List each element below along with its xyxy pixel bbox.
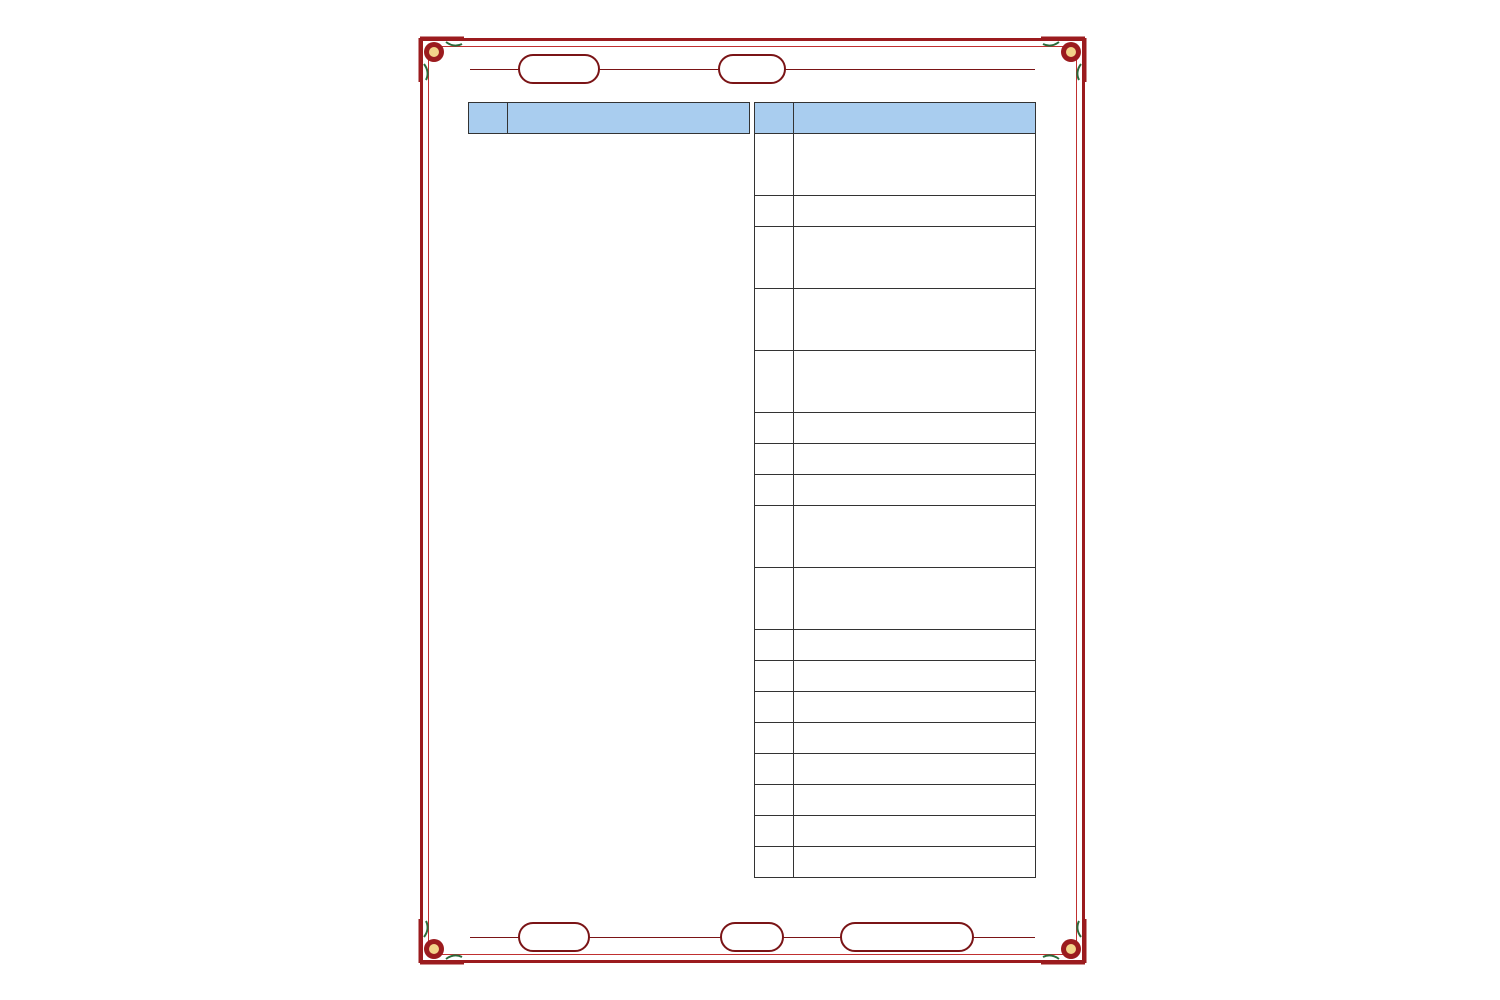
column-gap	[750, 816, 755, 847]
column-gap	[750, 134, 755, 165]
table-row	[469, 227, 1036, 258]
table-row	[469, 134, 1036, 165]
column-gap	[750, 599, 755, 630]
column-gap	[750, 847, 755, 878]
entry-title	[794, 723, 1036, 754]
entry-page-number	[755, 444, 794, 475]
col-title-header	[794, 103, 1036, 134]
entry-page-number	[755, 847, 794, 878]
column-gap	[750, 289, 755, 320]
contents-table-body	[469, 134, 1036, 878]
entry-page-number	[755, 785, 794, 816]
table-row	[469, 351, 1036, 382]
column-gap	[750, 165, 755, 196]
header-page-number	[718, 54, 786, 84]
footer-book-title	[840, 922, 974, 952]
entry-page-number	[755, 568, 794, 630]
column-gap	[750, 320, 755, 351]
entry-title	[794, 847, 1036, 878]
entry-title	[794, 692, 1036, 723]
column-gap	[750, 568, 755, 599]
entry-title	[794, 785, 1036, 816]
entry-page-number	[755, 506, 794, 568]
col-page-header	[755, 103, 794, 134]
entry-title	[794, 630, 1036, 661]
column-gap	[750, 475, 755, 506]
entry-title	[794, 568, 1036, 630]
column-gap	[750, 382, 755, 413]
column-gap	[750, 785, 755, 816]
entry-page-number	[755, 816, 794, 847]
table-row	[469, 506, 1036, 537]
entry-page-number	[755, 351, 794, 413]
floral-corner-ornament	[416, 34, 468, 86]
header-title	[518, 54, 600, 84]
table-row	[469, 475, 1036, 506]
col-page-header	[469, 103, 508, 134]
footer-page-number	[720, 922, 784, 952]
entry-title	[794, 289, 1036, 351]
table-header-row	[469, 103, 1036, 134]
entry-title	[794, 413, 1036, 444]
column-gap	[750, 227, 755, 258]
entry-title	[794, 816, 1036, 847]
entry-title	[794, 196, 1036, 227]
floral-corner-ornament	[1037, 34, 1089, 86]
entry-page-number	[755, 630, 794, 661]
table-row	[469, 754, 1036, 785]
document-page	[420, 38, 1085, 963]
table-row	[469, 847, 1036, 878]
entry-title	[794, 661, 1036, 692]
table-row	[469, 692, 1036, 723]
column-gap	[750, 537, 755, 568]
entry-page-number	[755, 227, 794, 289]
table-row	[469, 568, 1036, 599]
entry-title	[794, 134, 1036, 196]
table-row	[469, 196, 1036, 227]
entry-page-number	[755, 196, 794, 227]
entry-page-number	[755, 661, 794, 692]
column-gap	[750, 196, 755, 227]
table-row	[469, 785, 1036, 816]
table-row	[469, 413, 1036, 444]
entry-title	[794, 351, 1036, 413]
entry-page-number	[755, 723, 794, 754]
column-gap	[750, 103, 755, 134]
column-gap	[750, 351, 755, 382]
entry-title	[794, 506, 1036, 568]
column-gap	[750, 661, 755, 692]
entry-page-number	[755, 754, 794, 785]
entry-page-number	[755, 475, 794, 506]
table-row	[469, 444, 1036, 475]
table-row	[469, 661, 1036, 692]
contents-table	[468, 102, 1036, 878]
column-gap	[750, 723, 755, 754]
entry-page-number	[755, 692, 794, 723]
table-row	[469, 630, 1036, 661]
table-row	[469, 723, 1036, 754]
column-gap	[750, 630, 755, 661]
entry-page-number	[755, 134, 794, 196]
entry-title	[794, 475, 1036, 506]
column-gap	[750, 754, 755, 785]
entry-page-number	[755, 289, 794, 351]
column-gap	[750, 506, 755, 537]
col-title-header	[508, 103, 750, 134]
column-gap	[750, 692, 755, 723]
floral-corner-ornament	[416, 915, 468, 967]
floral-corner-ornament	[1037, 915, 1089, 967]
footer-volume	[518, 922, 590, 952]
column-gap	[750, 444, 755, 475]
entry-title	[794, 754, 1036, 785]
column-gap	[750, 258, 755, 289]
table-row	[469, 289, 1036, 320]
entry-page-number	[755, 413, 794, 444]
entry-title	[794, 227, 1036, 289]
entry-title	[794, 444, 1036, 475]
table-row	[469, 816, 1036, 847]
column-gap	[750, 413, 755, 444]
